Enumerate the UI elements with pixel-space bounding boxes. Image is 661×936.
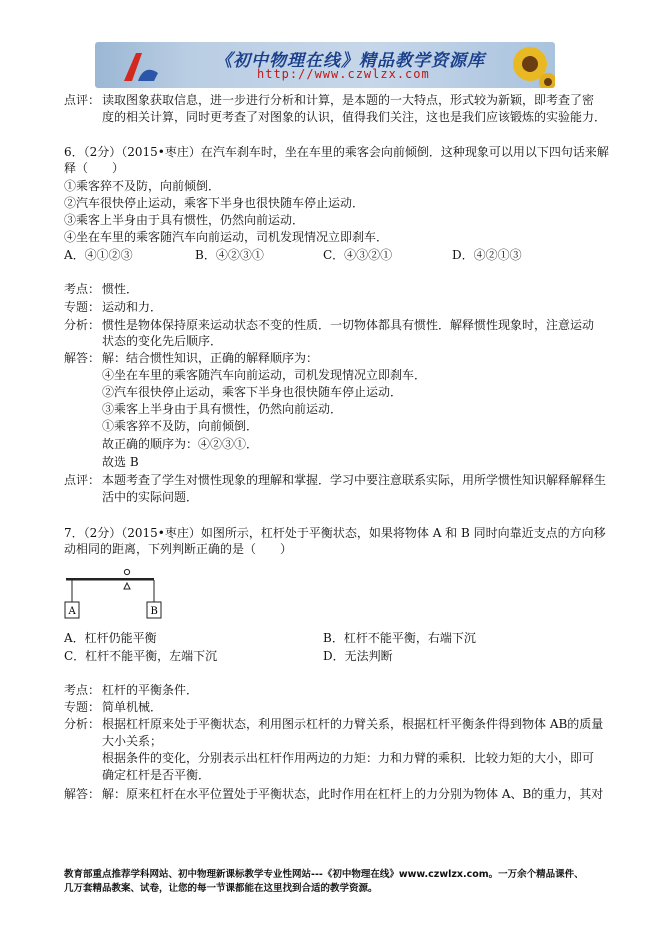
q6-item-4: ④坐在车里的乘客随汽车向前运动，司机发现情况立即刹车．	[64, 230, 389, 244]
q6-fenxi-line2: 状态的变化先后顺序．	[102, 334, 223, 348]
q6-option-d: D．④②①③	[452, 248, 522, 262]
footer-line1: 教育部重点推荐学科网站、初中物理新课标教学专业性网站---《初中物理在线》www.czwlzx.com。一万余个精品课件、	[64, 869, 584, 880]
q6-option-a: A．④①②③	[64, 248, 133, 262]
q6-zhuanti: 专题： 运动和力．	[64, 300, 163, 314]
box-b-label: B	[150, 606, 158, 617]
q7-fenxi-line2: 大小关系；	[102, 734, 163, 748]
q6-option-b: B．④②③①	[195, 248, 264, 262]
banner-url: http://www.czwlzx.com	[257, 67, 430, 81]
q6-stem-line2: 释（ ）	[64, 161, 125, 175]
q6-jieda-line5: ①乘客猝不及防，向前倾倒．	[102, 419, 259, 433]
top-comment-line2: 度的相关计算，同时更考查了对图象的认识，值得我们关注，这也是我们应该锻炼的实验能力．	[102, 110, 607, 124]
banner-title: 《初中物理在线》精品教学资源库	[215, 51, 485, 71]
header-banner	[95, 42, 555, 88]
box-a-label: A	[68, 606, 76, 617]
q6-option-c: C．④③②①	[323, 248, 393, 262]
q6-jieda-line7: 故选 B	[102, 455, 139, 469]
q7-zhuanti: 专题： 简单机械．	[64, 700, 163, 714]
q6-dianping-line2: 活中的实际问题．	[102, 490, 199, 504]
q7-option-c: C．杠杆不能平衡，左端下沉	[64, 649, 218, 663]
q6-jieda-line3: ②汽车很快停止运动，乘客下半身也很快随车停止运动．	[102, 385, 403, 399]
q7-kaodian: 考点： 杠杆的平衡条件．	[64, 683, 199, 697]
q7-option-d: D．无法判断	[323, 649, 393, 663]
top-comment-line1: 点评： 读取图象获取信息，进一步进行分析和计算，是本题的一大特点，形式较为新颖，即考查了密	[64, 93, 595, 107]
q7-option-b: B．杠杆不能平衡，右端下沉	[323, 631, 476, 645]
q6-jieda-line4: ③乘客上半身由于具有惯性，仍然向前运动．	[102, 402, 343, 416]
q6-dianping-line1: 点评： 本题考查了学生对惯性现象的理解和掌握．学习中要注意联系实际，用所学惯性知识解释解释生	[64, 473, 607, 487]
q6-item-1: ①乘客猝不及防，向前倾倒．	[64, 179, 221, 193]
q6-fenxi-line1: 分析： 惯性是物体保持原来运动状态不变的性质．一切物体都具有惯性．解释惯性现象时，注意运动	[64, 318, 595, 332]
sunflower-icon	[500, 44, 555, 88]
fulcrum-icon	[124, 583, 130, 589]
lever-bar	[66, 578, 154, 581]
q6-jieda-line2: ④坐在车里的乘客随汽车向前运动，司机发现情况立即刹车．	[102, 368, 427, 382]
lever-diagram	[62, 568, 172, 630]
footer-line2: 几万套精品教案、试卷，让您的每一节课都能在这里找到合适的教学资源。	[64, 883, 378, 894]
site-logo-icon	[120, 47, 162, 85]
q7-fenxi-line4: 确定杠杆是否平衡．	[102, 768, 211, 782]
q6-item-2: ②汽车很快停止运动，乘客下半身也很快随车停止运动．	[64, 196, 365, 210]
q7-fenxi-line1: 分析： 根据杠杆原来处于平衡状态，利用图示杠杆的力臂关系，根据杠杆平衡条件得到物体 AB的质量	[64, 717, 604, 731]
q6-jieda-line6: 故正确的顺序为：④②③①．	[102, 437, 259, 451]
q7-fenxi-line3: 根据条件的变化，分别表示出杠杆作用两边的力矩：力和力臂的乘积．比较力矩的大小，即可	[102, 751, 595, 765]
q7-jieda-line1: 解答： 解：原来杠杆在水平位置处于平衡状态，此时作用在杠杆上的力分别为物体 A、B的重力，其对	[64, 787, 604, 801]
q6-stem-line1: 6．（2分）（2015•枣庄）在汽车刹车时，坐在车里的乘客会向前倾倒．这种现象可以用以下四句话来解	[64, 145, 609, 159]
q7-option-a: A．杠杆仍能平衡	[64, 631, 157, 645]
q7-stem-line1: 7．（2分）（2015•枣庄）如图所示，杠杆处于平衡状态，如果将物体 A 和 B 同时向靠近支点的方向移	[64, 526, 606, 540]
q6-jieda-line1: 解答： 解：结合惯性知识，正确的解释顺序为：	[64, 351, 319, 365]
q6-item-3: ③乘客上半身由于具有惯性，仍然向前运动．	[64, 213, 305, 227]
lever-pivot	[124, 569, 129, 574]
q6-kaodian: 考点： 惯性．	[64, 282, 139, 296]
q7-stem-line2: 动相同的距离，下列判断正确的是（ ）	[64, 542, 293, 556]
